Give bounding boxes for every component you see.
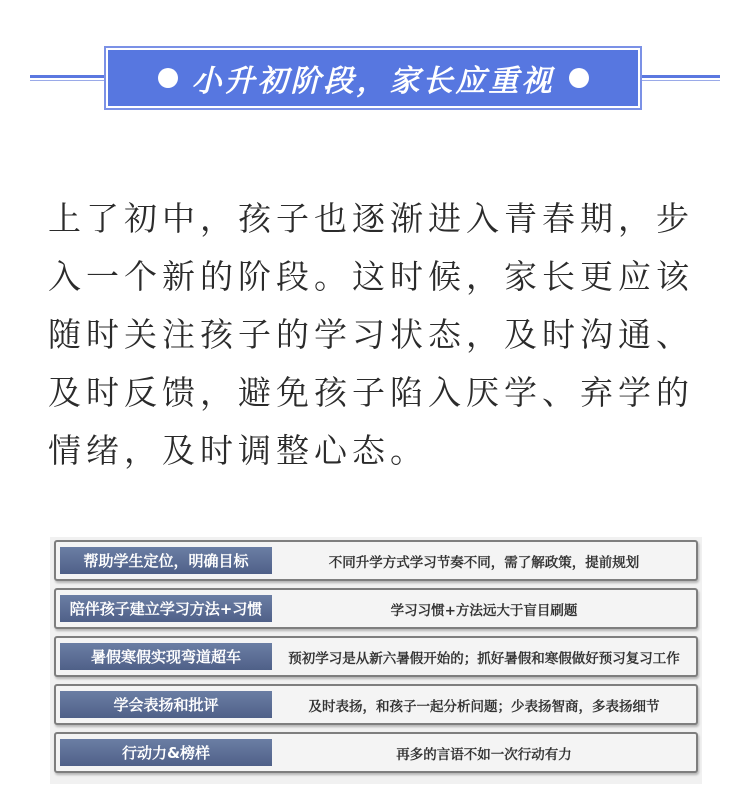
tip-label: 行动力&榜样 — [60, 739, 272, 766]
tip-label: 学会表扬和批评 — [60, 691, 272, 718]
tip-label: 帮助学生定位，明确目标 — [60, 547, 272, 574]
banner-right-line — [638, 75, 720, 78]
tips-row — [54, 684, 698, 725]
tip-description: 学习习惯+方法远大于盲目刷题 — [390, 602, 578, 619]
section-title: 小升初阶段，家长应重视 — [191, 64, 555, 99]
tips-table — [50, 537, 702, 784]
tip-description: 预初学习是从新六暑假开始的；抓好暑假和寒假做好预习复习工作 — [288, 650, 680, 667]
tip-description: 及时表扬，和孩子一起分析问题；少表扬智商，多表扬细节 — [308, 698, 660, 715]
article-paragraph: 上了初中，孩子也逐渐进入青春期，步入一个新的阶段。这时候，家长更应该随时关注孩子的学习状态，及时沟通、及时反馈，避免孩子陷入厌学、弃学的情绪，及时调整心态。 — [48, 199, 694, 470]
tips-row — [54, 588, 698, 629]
bullet-dot-icon — [569, 68, 589, 88]
tips-row — [54, 540, 698, 581]
section-title-banner — [108, 50, 638, 106]
tips-row — [54, 732, 698, 773]
banner-right-line-thin — [638, 80, 720, 81]
banner-left-line-thin — [30, 80, 110, 81]
tip-description: 再多的言语不如一次行动有力 — [396, 746, 572, 763]
tips-row — [54, 636, 698, 677]
banner-left-line — [30, 75, 110, 78]
tip-label: 暑假寒假实现弯道超车 — [60, 643, 272, 670]
tip-description: 不同升学方式学习节奏不同，需了解政策，提前规划 — [328, 554, 640, 571]
bullet-dot-icon — [158, 68, 178, 88]
tip-label: 陪伴孩子建立学习方法+习惯 — [60, 595, 272, 622]
